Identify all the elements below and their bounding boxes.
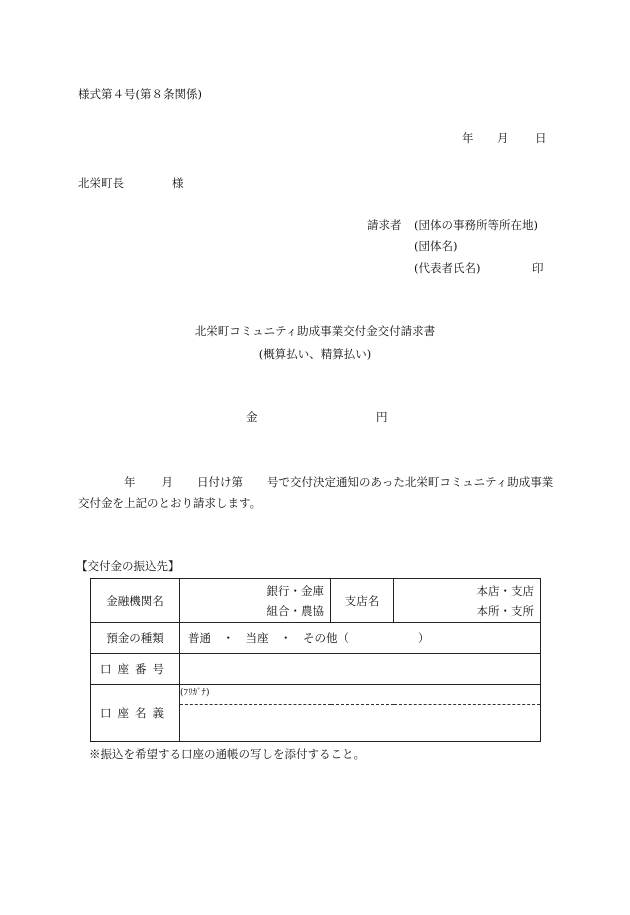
form-number: 様式第４号(第８条関係) [78, 87, 202, 101]
institution-type-cell [180, 579, 331, 623]
body-date-no: 日付け第 [197, 475, 243, 489]
claimant-representative-label: (代表者氏名) [414, 261, 481, 275]
body-month: 月 [161, 475, 173, 489]
date-year-label: 年 [462, 131, 474, 145]
account-name-field[interactable] [180, 705, 541, 742]
document-title: 北栄町コミュニティ助成事業交付金交付請求書 [194, 324, 436, 338]
body-year: 年 [124, 475, 136, 489]
seal-mark: 印 [532, 261, 544, 275]
claimant-group-name-label: (団体名) [414, 239, 458, 253]
institution-type-1: 銀行・金庫 [266, 583, 324, 598]
account-name-row [91, 685, 541, 705]
furigana-field[interactable]: (ﾌﾘｶﾞﾅ) [180, 685, 541, 705]
date-day-label: 日 [535, 131, 547, 145]
addressee-suffix: 様 [172, 176, 184, 190]
addressee-name: 北栄町長 [78, 176, 124, 190]
branch-type-cell [394, 579, 541, 623]
branch-type-2: 本所・支所 [476, 603, 534, 618]
date-month-label: 月 [497, 131, 509, 145]
bank-transfer-table [90, 578, 541, 742]
branch-type-1: 本店・支店 [476, 583, 534, 598]
claimant-address-label: (団体の事務所等所在地) [414, 218, 538, 232]
attachment-note: ※振込を希望する口座の通帳の写しを添付すること。 [89, 747, 365, 761]
amount-prefix: 金 [246, 410, 258, 424]
account-number-field[interactable] [180, 654, 541, 685]
transfer-section-heading: 【交付金の振込先】 [76, 559, 180, 573]
claimant-label: 請求者 [367, 218, 402, 232]
document-subtitle: (概算払い、精算払い) [258, 347, 372, 361]
account-number-row [91, 654, 541, 685]
deposit-row [91, 623, 541, 654]
institution-type-2: 組合・農協 [266, 603, 324, 618]
body-rest: 号で交付決定通知のあった北栄町コミュニティ助成事業交付金を上記のとおり請求します。 [78, 475, 554, 510]
deposit-type-label: 預金の種類 [91, 623, 180, 654]
account-number-label: 口座番号 [91, 654, 180, 685]
institution-row [91, 579, 541, 623]
deposit-type-options: 普通 ・ 当座 ・ その他（ ） [180, 623, 541, 654]
institution-label: 金融機関名 [91, 579, 180, 623]
branch-label: 支店名 [331, 579, 394, 623]
request-body [78, 472, 558, 514]
account-name-label: 口座名義 [91, 685, 180, 742]
amount-unit: 円 [376, 410, 388, 424]
